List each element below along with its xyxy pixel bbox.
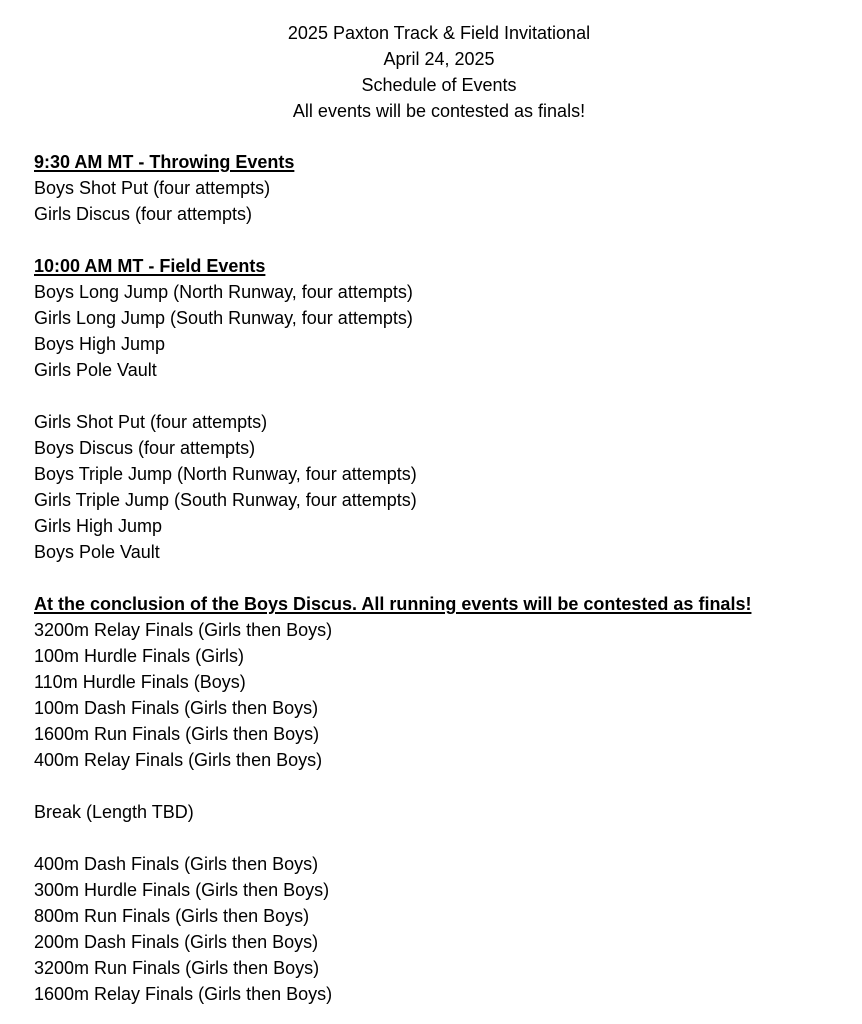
section-heading-throwing: 9:30 AM MT - Throwing Events (34, 152, 295, 172)
throwing-events-section (34, 149, 854, 227)
spacer (34, 773, 854, 799)
event-item: Boys Triple Jump (North Runway, four attempts) (34, 464, 417, 484)
spacer (34, 227, 854, 253)
event-item: Boys Long Jump (North Runway, four attempts) (34, 282, 413, 302)
break-item: Break (Length TBD) (34, 802, 194, 822)
event-item: Girls Triple Jump (South Runway, four attempts) (34, 490, 417, 510)
document-header (0, 20, 862, 124)
event-item: 800m Run Finals (Girls then Boys) (34, 906, 310, 926)
event-item: Boys High Jump (34, 334, 166, 354)
event-date: April 24, 2025 (383, 49, 495, 69)
event-item: Boys Shot Put (four attempts) (34, 178, 271, 198)
event-item: 1600m Run Finals (Girls then Boys) (34, 724, 320, 744)
event-item: Girls Discus (four attempts) (34, 204, 253, 224)
event-item: Girls High Jump (34, 516, 163, 536)
event-item: 1600m Relay Finals (Girls then Boys) (34, 984, 333, 1004)
event-item: Girls Pole Vault (34, 360, 157, 380)
schedule-body (34, 149, 854, 1007)
event-item: Girls Shot Put (four attempts) (34, 412, 268, 432)
spacer (34, 565, 854, 591)
document-title: 2025 Paxton Track & Field Invitational (287, 23, 591, 43)
event-item: Boys Pole Vault (34, 542, 160, 562)
event-item: 100m Hurdle Finals (Girls) (34, 646, 245, 666)
event-item: 110m Hurdle Finals (Boys) (34, 672, 246, 692)
event-item: 100m Dash Finals (Girls then Boys) (34, 698, 319, 718)
event-item: 3200m Run Finals (Girls then Boys) (34, 958, 320, 978)
event-item: 400m Relay Finals (Girls then Boys) (34, 750, 323, 770)
event-item: 3200m Relay Finals (Girls then Boys) (34, 620, 333, 640)
section-heading-running: At the conclusion of the Boys Discus. All running events will be contested as finals! (34, 594, 752, 614)
section-heading-field: 10:00 AM MT - Field Events (34, 256, 266, 276)
event-item: 300m Hurdle Finals (Girls then Boys) (34, 880, 330, 900)
running-events-section (34, 591, 854, 1007)
event-item: Boys Discus (four attempts) (34, 438, 256, 458)
spacer (34, 383, 854, 409)
event-item: 200m Dash Finals (Girls then Boys) (34, 932, 319, 952)
field-events-section (34, 253, 854, 565)
event-item: 400m Dash Finals (Girls then Boys) (34, 854, 319, 874)
finals-note: All events will be contested as finals! (292, 101, 586, 121)
schedule-subtitle: Schedule of Events (361, 75, 517, 95)
event-item: Girls Long Jump (South Runway, four attempts) (34, 308, 413, 328)
spacer (34, 825, 854, 851)
